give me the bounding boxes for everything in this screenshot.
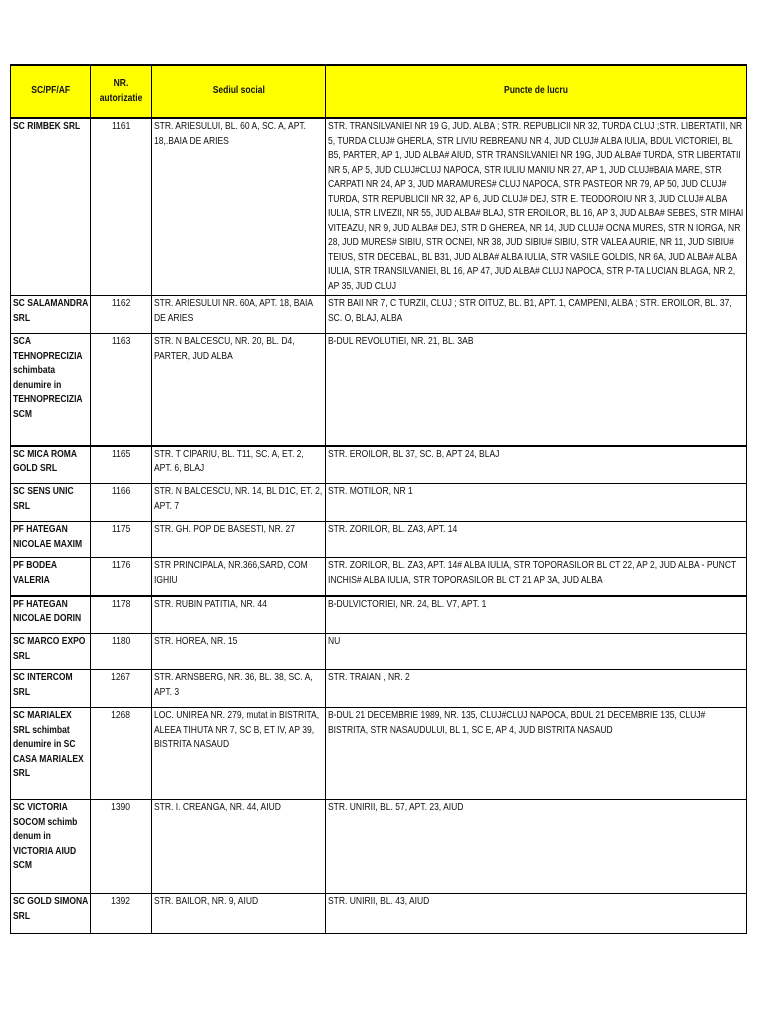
- work-points: B-DULVICTORIEI, NR. 24, BL. V7, APT. 1: [326, 596, 747, 634]
- registered-office: STR. ARNSBERG, NR. 36, BL. 38, SC. A, APT. 3: [152, 670, 326, 708]
- authorization-number: 1161: [91, 118, 152, 296]
- registered-office: STR. N BALCESCU, NR. 20, BL. D4, PARTER, JUD ALBA: [152, 334, 326, 446]
- table-row: [11, 558, 747, 596]
- authorization-number: 1176: [91, 558, 152, 596]
- table-row: [11, 446, 747, 484]
- work-points: STR. TRANSILVANIEI NR 19 G, JUD. ALBA ; STR. REPUBLICII NR 32, TURDA CLUJ ;STR. LIBERTATII, NR 5, TURDA CLUJ# GHERLA, STR LIVIU REBREANU NR 4, JUD CLUJ# ALBA IULIA, BDUL VICTORIEI, BL B5, PARTER, AP 1, JUD ALBA# AIUD, STR TRANSILVANIEI NR 19G, JUD ALBA# TURDA, STR LIBERTATII NR 5, AP 5, JUD CLUJ#CLUJ NAPOCA, STR IULIU MANIU NR 27, AP 1, JUD CLUJ#BAIA MARE, STR CARPATI NR 24, AP 3, JUD MARAMURES# CLUJ NAPOCA, STR PASTEOR NR 79, AP 50, JUD CLUJ# TURDA, STR REPUBLICII NR 32, AP 6, JUD CLUJ# DEJ, STR E. TEODOROIU NR 3, JUD CLUJ# ALBA IULIA, STR LIVEZII, NR 55, JUD ALBA# BLAJ, STR EROILOR, BL 16, AP 3, JUD ALBA# SEBES, STR MIHAI VITEAZU, NR 9, JUD ALBA# DEJ, STR D GHEREA, NR 14, JUD CLUJ# OCNA MURES, STR N IORGA, NR 28, JUD MURES# SIBIU, STR OCNEI, NR 38, JUD SIBIU# SIBIU, STR VALEA AURIE, NR 11, JUD SIBIU# TEIUS, STR DECEBAL, BL B31, JUD ALBA# ALBA IULIA, STR VASILE GOLDIS, NR 6A, JUD ALBA# ALBA IULIA, STR TRANSILVANIEI, BL 16, AP 47, JUD ALBA# CLUJ NAPOCA, STR P-TA LUCIAN BLAGA, NR 2, AP 35, JUD CLUJ: [326, 118, 747, 296]
- table-row: [11, 484, 747, 522]
- table-row: [11, 334, 747, 446]
- registered-office: STR. GH. POP DE BASESTI, NR. 27: [152, 522, 326, 558]
- authorization-number: 1180: [91, 634, 152, 670]
- registered-office: STR. HOREA, NR. 15: [152, 634, 326, 670]
- table-row: [11, 708, 747, 800]
- registered-office: STR. RUBIN PATITIA, NR. 44: [152, 596, 326, 634]
- work-points: STR. MOTILOR, NR 1: [326, 484, 747, 522]
- company-name: PF HATEGAN NICOLAE MAXIM: [11, 522, 91, 558]
- work-points: NU: [326, 634, 747, 670]
- header-puncte-de-lucru: Puncte de lucru: [326, 65, 747, 118]
- table-row: [11, 800, 747, 894]
- work-points: STR BAII NR 7, C TURZII, CLUJ ; STR OITUZ, BL. B1, APT. 1, CAMPENI, ALBA ; STR. EROILOR, BL. 37, SC. O, BLAJ, ALBA: [326, 296, 747, 334]
- company-name: SC SENS UNIC SRL: [11, 484, 91, 522]
- work-points: STR. UNIRII, BL. 43, AIUD: [326, 894, 747, 934]
- table-row: [11, 596, 747, 634]
- company-name: SCA TEHNOPRECIZIA schimbata denumire in TEHNOPRECIZIA SCM: [11, 334, 91, 446]
- company-name: SC VICTORIA SOCOM schimb denum in VICTORIA AIUD SCM: [11, 800, 91, 894]
- authorization-number: 1392: [91, 894, 152, 934]
- company-name: SC SALAMANDRA SRL: [11, 296, 91, 334]
- table-row: [11, 894, 747, 934]
- company-name: PF BODEA VALERIA: [11, 558, 91, 596]
- authorization-number: 1267: [91, 670, 152, 708]
- work-points: STR. EROILOR, BL 37, SC. B, APT 24, BLAJ: [326, 446, 747, 484]
- table-row: [11, 522, 747, 558]
- header-sediul-social: Sediul social: [152, 65, 326, 118]
- authorization-number: 1165: [91, 446, 152, 484]
- header-nr-autorizatie: NR. autorizatie: [91, 65, 152, 118]
- authorization-number: 1390: [91, 800, 152, 894]
- authorization-number: 1166: [91, 484, 152, 522]
- registered-office: LOC. UNIREA NR. 279, mutat in BISTRITA, ALEEA TIHUTA NR 7, SC B, ET IV, AP 39, BISTRITA NASAUD: [152, 708, 326, 800]
- work-points: B-DUL REVOLUTIEI, NR. 21, BL. 3AB: [326, 334, 747, 446]
- authorization-number: 1162: [91, 296, 152, 334]
- registered-office: STR. ARIESULUI NR. 60A, APT. 18, BAIA DE ARIES: [152, 296, 326, 334]
- registered-office: STR. ARIESULUI, BL. 60 A, SC. A, APT. 18,.BAIA DE ARIES: [152, 118, 326, 296]
- company-name: SC INTERCOM SRL: [11, 670, 91, 708]
- header-sc-pf-af: SC/PF/AF: [11, 65, 91, 118]
- company-name: SC RIMBEK SRL: [11, 118, 91, 296]
- registered-office: STR. T CIPARIU, BL. T11, SC. A, ET. 2, APT. 6, BLAJ: [152, 446, 326, 484]
- authorization-number: 1268: [91, 708, 152, 800]
- registered-office: STR PRINCIPALA, NR.366,SARD, COM IGHIU: [152, 558, 326, 596]
- table-row: [11, 634, 747, 670]
- table-row: [11, 670, 747, 708]
- registered-office: STR. BAILOR, NR. 9, AIUD: [152, 894, 326, 934]
- work-points: STR. ZORILOR, BL. ZA3, APT. 14# ALBA IULIA, STR TOPORASILOR BL CT 22, AP 2, JUD ALBA - PUNCT INCHIS# ALBA IULIA, STR TOPORASILOR BL CT 21 AP 3A, JUD ALBA: [326, 558, 747, 596]
- table-row: [11, 118, 747, 296]
- company-name: SC GOLD SIMONA SRL: [11, 894, 91, 934]
- authorization-number: 1175: [91, 522, 152, 558]
- table-row: [11, 296, 747, 334]
- company-name: SC MARIALEX SRL schimbat denumire in SC CASA MARIALEX SRL: [11, 708, 91, 800]
- work-points: STR. UNIRII, BL. 57, APT. 23, AIUD: [326, 800, 747, 894]
- work-points: STR. TRAIAN , NR. 2: [326, 670, 747, 708]
- authorization-sheet: [10, 64, 746, 934]
- work-points: STR. ZORILOR, BL. ZA3, APT. 14: [326, 522, 747, 558]
- company-name: SC MICA ROMA GOLD SRL: [11, 446, 91, 484]
- authorization-number: 1178: [91, 596, 152, 634]
- company-name: PF HATEGAN NICOLAE DORIN: [11, 596, 91, 634]
- registered-office: STR. I. CREANGA, NR. 44, AIUD: [152, 800, 326, 894]
- work-points: B-DUL 21 DECEMBRIE 1989, NR. 135, CLUJ#CLUJ NAPOCA, BDUL 21 DECEMBRIE 135, CLUJ# BISTRITA, STR NASAUDULUI, BL 1, SC E, AP 4, JUD BISTRITA NASAUD: [326, 708, 747, 800]
- company-name: SC MARCO EXPO SRL: [11, 634, 91, 670]
- header-row: [11, 65, 747, 118]
- authorization-table: [10, 64, 747, 934]
- authorization-number: 1163: [91, 334, 152, 446]
- registered-office: STR. N BALCESCU, NR. 14, BL D1C, ET. 2, APT. 7: [152, 484, 326, 522]
